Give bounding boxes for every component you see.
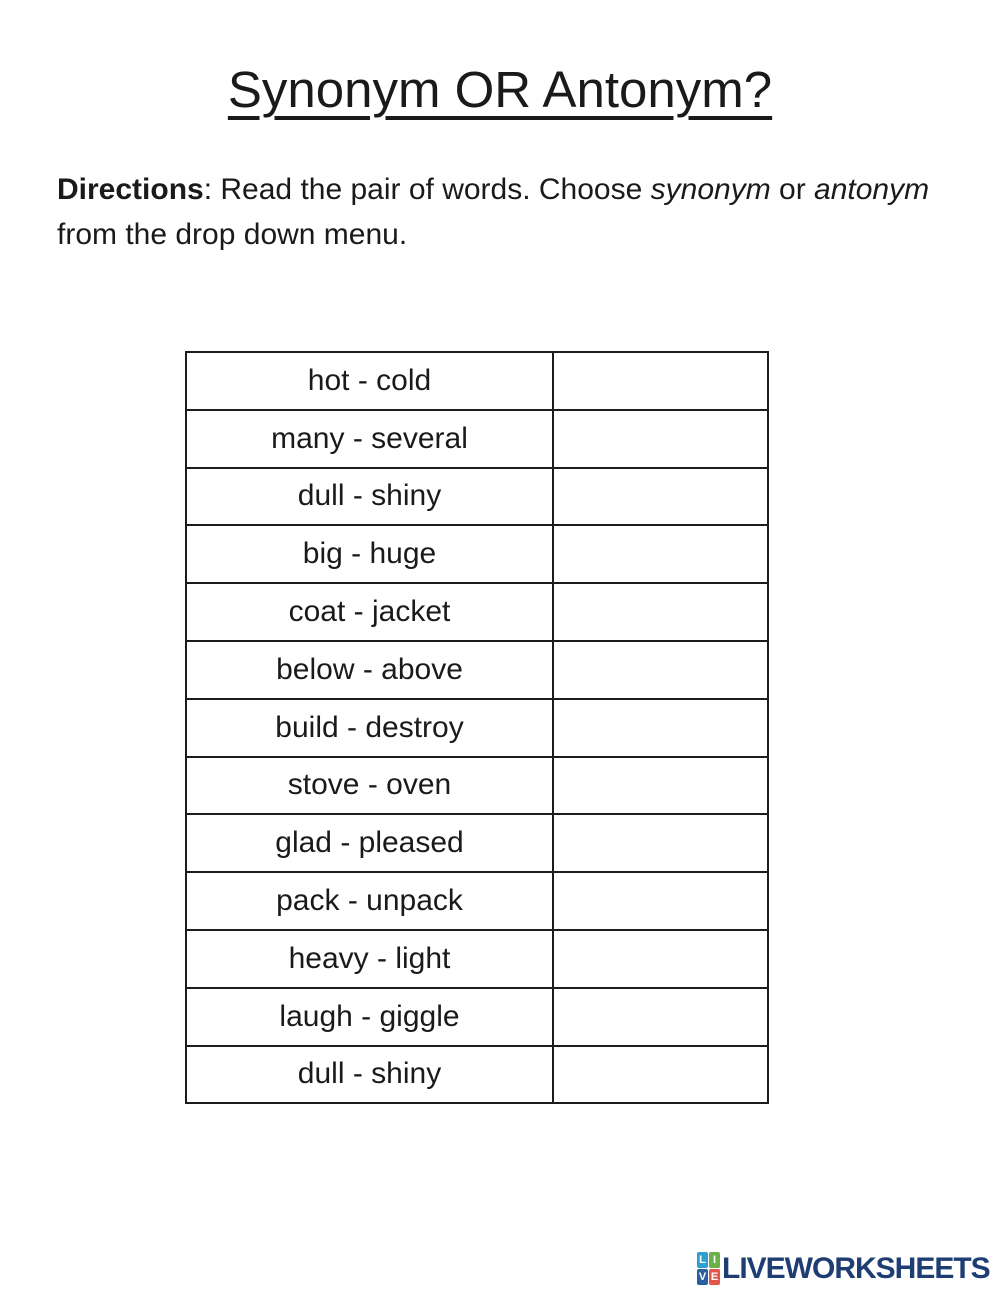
logo-tile-v: V <box>697 1269 708 1285</box>
answer-dropdown-cell[interactable] <box>553 641 768 699</box>
directions-word-synonym: synonym <box>650 173 771 206</box>
word-pair-cell: hot - cold <box>186 352 553 410</box>
answer-dropdown-cell[interactable] <box>553 814 768 872</box>
directions-word-antonym: antonym <box>814 173 930 206</box>
table-row <box>186 757 768 815</box>
word-pair-cell: laugh - giggle <box>186 988 553 1046</box>
word-pair-cell: stove - oven <box>186 757 553 815</box>
answer-dropdown-cell[interactable] <box>553 757 768 815</box>
word-pair-cell: pack - unpack <box>186 872 553 930</box>
directions-segment: : Read the pair of words. Choose <box>203 173 651 206</box>
directions-segment: from the drop down menu. <box>57 218 408 251</box>
answer-dropdown-cell[interactable] <box>553 1046 768 1104</box>
directions-label: Directions <box>57 173 204 206</box>
answer-dropdown-cell[interactable] <box>553 525 768 583</box>
answer-dropdown-cell[interactable] <box>553 930 768 988</box>
table-row <box>186 872 768 930</box>
answer-dropdown-cell[interactable] <box>553 583 768 641</box>
answer-dropdown-cell[interactable] <box>553 988 768 1046</box>
table-row <box>186 1046 768 1104</box>
answer-dropdown-cell[interactable] <box>553 410 768 468</box>
table-row <box>186 583 768 641</box>
word-pair-cell: build - destroy <box>186 699 553 757</box>
logo-tile-l: L <box>697 1252 708 1268</box>
table-row <box>186 988 768 1046</box>
logo-tile-e: E <box>709 1269 720 1285</box>
answer-dropdown-cell[interactable] <box>553 468 768 526</box>
liveworksheets-wordmark: LIVEWORKSHEETS <box>722 1251 990 1285</box>
logo-tile-i: I <box>709 1252 720 1268</box>
table-row <box>186 468 768 526</box>
word-pair-cell: dull - shiny <box>186 1046 553 1104</box>
directions-segment: or <box>770 173 815 206</box>
word-pair-cell: big - huge <box>186 525 553 583</box>
table-row <box>186 410 768 468</box>
answer-dropdown-cell[interactable] <box>553 872 768 930</box>
page-title: Synonym OR Antonym? <box>227 61 773 118</box>
live-grid-icon <box>697 1252 720 1285</box>
word-pair-cell: below - above <box>186 641 553 699</box>
table-row <box>186 641 768 699</box>
worksheet-table <box>185 351 769 1104</box>
word-pair-cell: coat - jacket <box>186 583 553 641</box>
word-pair-cell: dull - shiny <box>186 468 553 526</box>
table-row <box>186 699 768 757</box>
word-pair-cell: glad - pleased <box>186 814 553 872</box>
table-row <box>186 814 768 872</box>
word-pair-cell: heavy - light <box>186 930 553 988</box>
table-row <box>186 352 768 410</box>
table-row <box>186 525 768 583</box>
liveworksheets-logo <box>697 1252 990 1285</box>
table-row <box>186 930 768 988</box>
answer-dropdown-cell[interactable] <box>553 352 768 410</box>
answer-dropdown-cell[interactable] <box>553 699 768 757</box>
directions-text <box>57 167 952 257</box>
word-pair-cell: many - several <box>186 410 553 468</box>
